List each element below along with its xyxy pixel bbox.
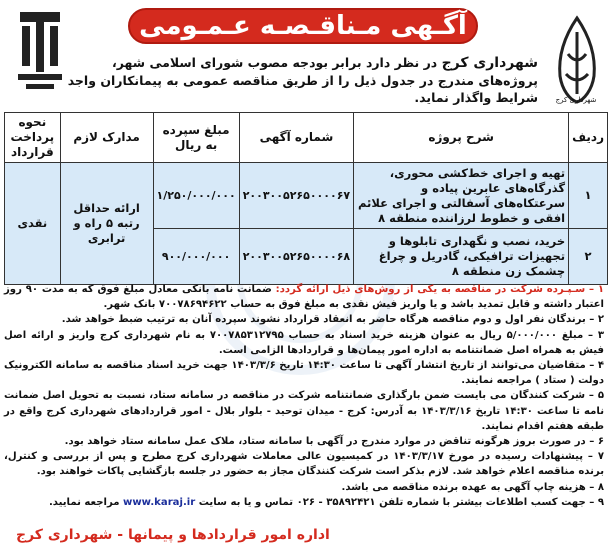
note-5: ۵ – شرکت کنندگان می بایست ضمن بارگذاری ضمانتنامه شرکت در مناقصه در سامانه ستاد، نسبت به تحویل اصل ضمانت نامه تا ساعت ۱۴:۳۰ تاریخ ۱۴۰۳/۳/۱۶ به آدرس: کرج - میدان توحید - بلوار بلال - امور قراردادهای شهرداری کرج واقع در طبقه هفتم اقدام نمایند. [4, 390, 604, 432]
logo-caption: شهرداری کرج [555, 96, 597, 104]
notice-title-banner [128, 8, 478, 44]
intro-text [58, 54, 538, 106]
table-header-row [5, 113, 608, 163]
row-number: ۱ [569, 163, 608, 229]
note-3: ۳ – مبلغ ۵/۰۰۰/۰۰۰ ریال به عنوان هزینه خرید اسناد به حساب ۷۰۰۷۸۵۳۱۲۷۹۵ به نام شهرداری کرج واریز و ارائه اصل فیش به همراه اصل ضمانتنامه به اداره امور پیمان‌ها و قراردادها الزامی است. [4, 329, 604, 356]
ad-number: ۲۰۰۳۰۰۵۲۶۵۰۰۰۰۶۷ [239, 163, 353, 229]
intro-line-1: در نظر دارد برابر بودجه مصوب شورای اسلامی شهر، [112, 55, 438, 70]
note-7: ۷ – پیشنهادات رسیده در مورخ ۱۴۰۳/۳/۱۷ در کمیسیون عالی معاملات شهرداری کرج مطرح و پس از بررسی و کنترل، برنده مناقصه اعلام خواهد شد. لازم بذکر است شرکت کنندگان مجاز به حضور در جلسه بازگشایی پاکات خواهند بود. [4, 451, 604, 478]
row-number: ۲ [569, 229, 608, 285]
org-name: شهرداری کرج [441, 55, 538, 71]
required-docs: ارائه حداقل رتبه ۵ راه و ترابری [60, 163, 153, 285]
municipality-logo-icon [548, 14, 606, 106]
note-1-heading: ۱ – سـپـرده شرکت در مناقصه به یکی از روش‌های ذیل ارائه گردد: [275, 284, 604, 295]
header-project: شرح پروژه [354, 113, 569, 163]
conditions-list [4, 282, 604, 510]
header-payment: نحوه پرداخت قرارداد [5, 113, 61, 163]
website-link[interactable]: www.karaj.ir [123, 496, 196, 508]
deposit-amount: ۹۰۰/۰۰۰/۰۰۰ [153, 229, 239, 285]
note-1 [4, 282, 604, 312]
table-row [5, 163, 608, 229]
intro-line-2: پروژه‌های مندرج در جدول ذیل را از طریق مناقصه عمومی به پیمانکاران واجد شرایط واگذار نماید. [67, 73, 538, 105]
header-docs: مدارک لازم [60, 113, 153, 163]
note-9 [4, 495, 604, 510]
footer-signature [16, 527, 596, 543]
project-description: خرید، نصب و نگهداری تابلوها و تجهیزات ترافیکی، گادریل و چراغ چشمک زن منطقه ۸ [354, 229, 569, 285]
projects-table [4, 112, 608, 285]
payment-method: نقدی [5, 163, 61, 285]
note-1-text: ضمانت نامه بانکی معادل مبلغ فوق که به مدت ۹۰ روز اعتبار داشته و قابل تمدید باشد و یا واریز فیش نقدی به مبلغ فوق به حساب ۷۰۰۷۸۶۹۴۶۲۲ بانک شهر. [4, 284, 604, 311]
note-9-text: ۹ – جهت کسب اطلاعات بیشتر با شماره تلفن ۳۵۸۹۲۴۲۱ - ۰۲۶ تماس و یا به سایت [198, 496, 604, 508]
note-4: ۴ – متقاضیان می‌توانند از تاریخ انتشار آگهی تا ساعت ۱۴:۳۰ تاریخ ۱۴۰۳/۳/۶ جهت خرید اسناد مناقصه به سامانه الکترونیک دولت ( ستاد ) مراجعه نمایند. [4, 360, 604, 387]
note-8: ۸ – هزینه چاپ آگهی به عهده برنده مناقصه می باشد. [341, 481, 604, 493]
footer-text: اداره امور قراردادها و پیمانها - شهرداری کرج [16, 527, 330, 543]
project-description: تهیه و اجرای خط‌کشی محوری، گذرگاه‌های عابرین پیاده و سرعتکاه‌های آسفالتی و اجرای علائم افقی و خطوط لرزاننده منطقه ۸ [354, 163, 569, 229]
note-2: ۲ – برندگان نفر اول و دوم مناقصه هرگاه حاضر به انعقاد قرارداد نشوند سپرده آنان به ترتیب ضبط خواهد شد. [61, 314, 604, 326]
ad-number: ۲۰۰۳۰۰۵۲۶۵۰۰۰۰۶۸ [239, 229, 353, 285]
header-ad-number: شماره آگهی [239, 113, 353, 163]
header-row-number: ردیف [569, 113, 608, 163]
header-deposit: مبلغ سپرده به ریال [153, 113, 239, 163]
note-9-end: مراجعه نمایید. [48, 496, 120, 508]
deposit-amount: ۱/۲۵۰/۰۰۰/۰۰۰ [153, 163, 239, 229]
notice-title: آگـهی مـناقـصـه عـمـومی [139, 11, 467, 41]
note-6: ۶ – در صورت بروز هرگونه تناقض در موارد مندرج در آگهی با سامانه ستاد، ملاک عمل سامانه ستاد خواهد بود. [64, 436, 604, 448]
